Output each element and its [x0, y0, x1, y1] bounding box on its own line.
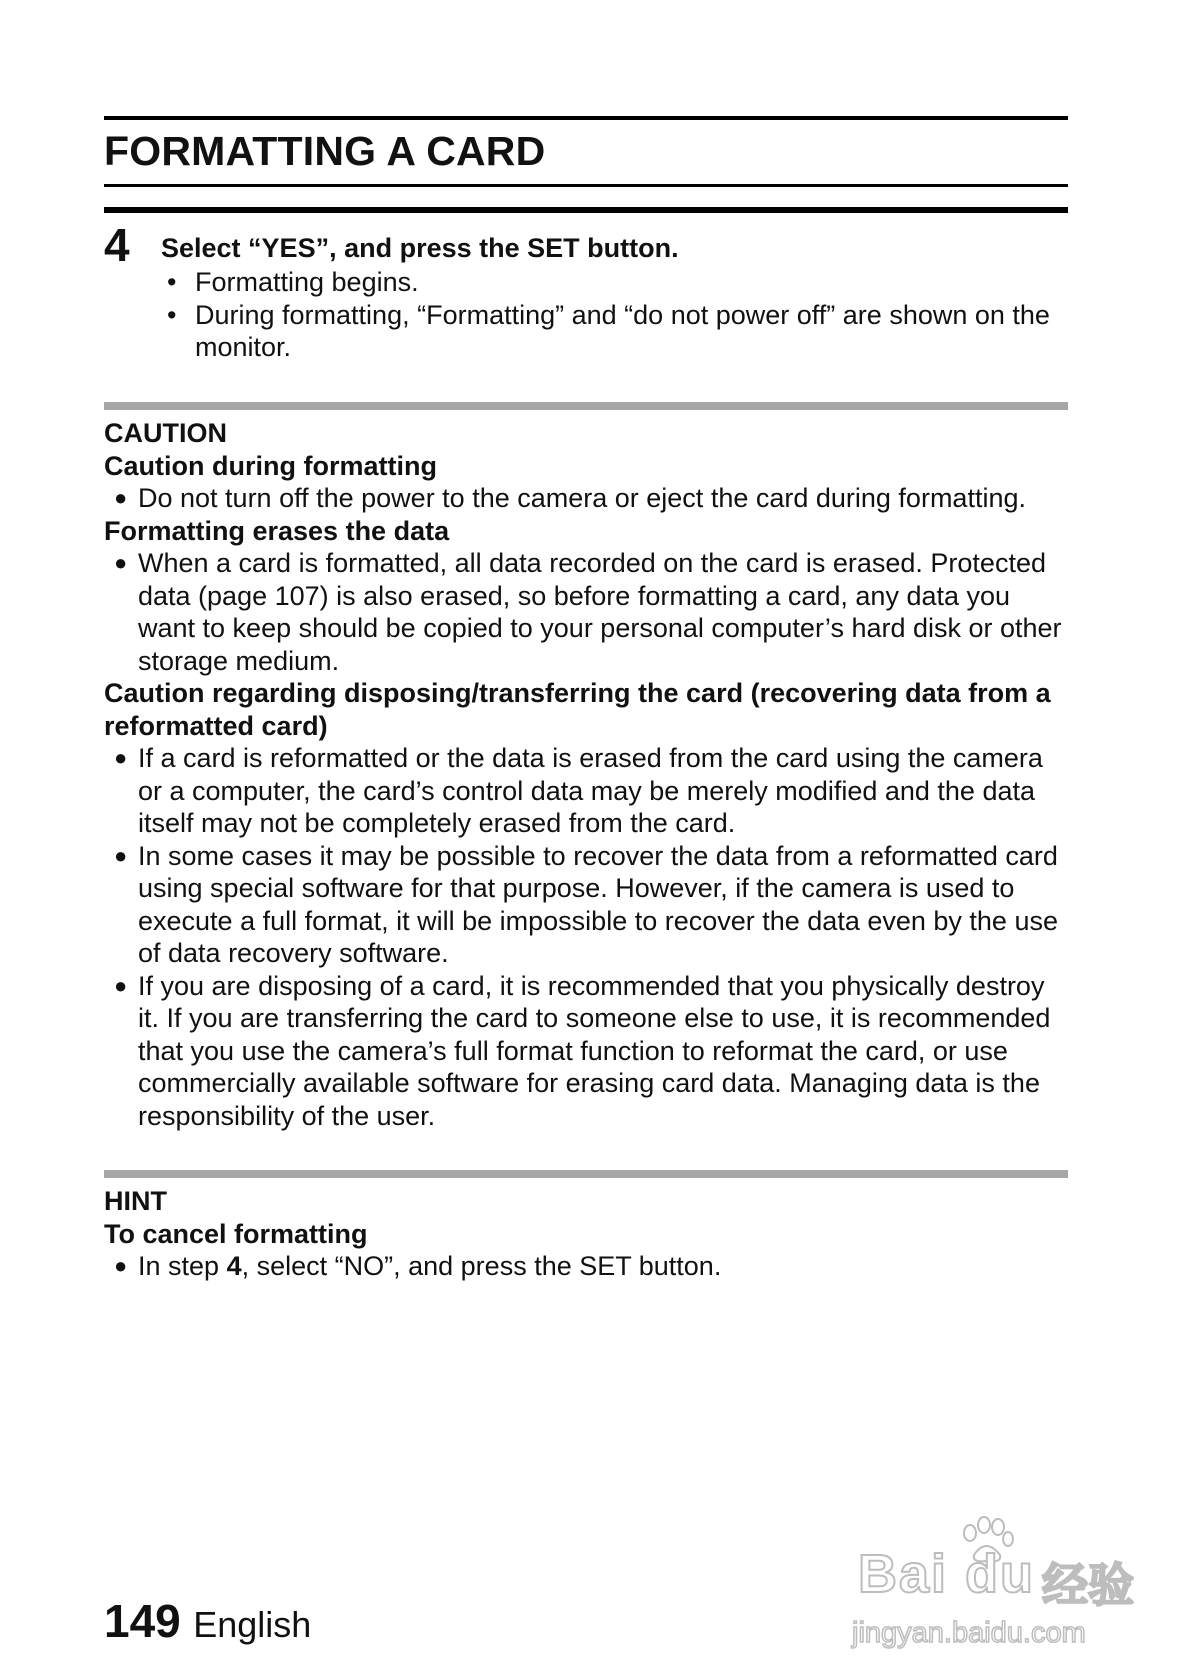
page-footer [104, 1594, 311, 1648]
step-heading: Select “YES”, and press the SET button. [161, 233, 679, 263]
bullet-icon: ● [114, 745, 128, 770]
watermark-brand: Bai du [858, 1544, 1036, 1604]
list-item: ● If you are disposing of a card, it is recommended that you physically destroy it. If you are transferring the card to someone else to use, it is recommended that you use the camera’s full format function to reformat the card, or use commercially available software for erasing card data. Managing data is the responsibility of the user. [114, 970, 1051, 1131]
baidu-watermark [852, 1515, 1142, 1655]
caution-subheading: Formatting erases the data [104, 515, 450, 546]
hint-subheading: To cancel formatting [104, 1218, 368, 1249]
bullet-icon: ● [114, 550, 128, 575]
bullet-icon: ● [114, 1253, 128, 1278]
watermark-cn: 经验 [1042, 1559, 1134, 1611]
dot-icon: • [167, 299, 177, 330]
step-items [161, 266, 1061, 364]
caution-subheading: Caution regarding disposing/transferring the card (recovering data from a reformatted card) [104, 678, 1051, 741]
hint-divider [104, 1170, 1068, 1178]
list-item: ● In some cases it may be possible to recover the data from a reformatted card using special software for that purpose. However, if the camera is used to execute a full format, it will be impossible to recover the data even by the use of data recovery software. [114, 840, 1058, 968]
caution-divider [104, 402, 1068, 410]
hint-label: HINT [104, 1186, 167, 1216]
list-item: • During formatting, “Formatting” and “do not power off” are shown on the monitor. [167, 299, 1050, 362]
page-language: English [193, 1604, 312, 1645]
title-rule-top [104, 116, 1068, 120]
bullet-icon: ● [114, 485, 128, 510]
bullet-icon: ● [114, 842, 128, 868]
step-number: 4 [104, 219, 130, 271]
caution-subheading: Caution during formatting [104, 450, 437, 481]
title-rule-bottom-thick [104, 207, 1068, 213]
list-item: ● When a card is formatted, all data recorded on the card is erased. Protected data (page 107) is also erased, so before formatting a card, any data you want to keep should be copied to your personal computer’s hard disk or other storage medium. [114, 548, 1062, 676]
watermark-url: jingyan.baidu.com [852, 1617, 1086, 1649]
list-item: ● In step 4, select “NO”, and press the SET button. [114, 1251, 722, 1281]
dot-icon: • [167, 267, 177, 297]
caution-label: CAUTION [104, 418, 227, 448]
list-item: ● If a card is reformatted or the data is erased from the card using the camera or a computer, the card’s control data may be merely modified and the data itself may not be completely erased from the card. [114, 743, 1043, 838]
caution-section [104, 417, 1068, 1132]
page-number: 149 [104, 1595, 181, 1647]
list-item: ● Do not turn off the power to the camera or eject the card during formatting. [114, 483, 1026, 513]
title-rule-bottom-thin [104, 184, 1068, 187]
page-title: FORMATTING A CARD [104, 128, 546, 174]
hint-section [104, 1185, 1068, 1283]
list-item: • Formatting begins. [167, 267, 419, 297]
bullet-icon: ● [114, 972, 128, 998]
